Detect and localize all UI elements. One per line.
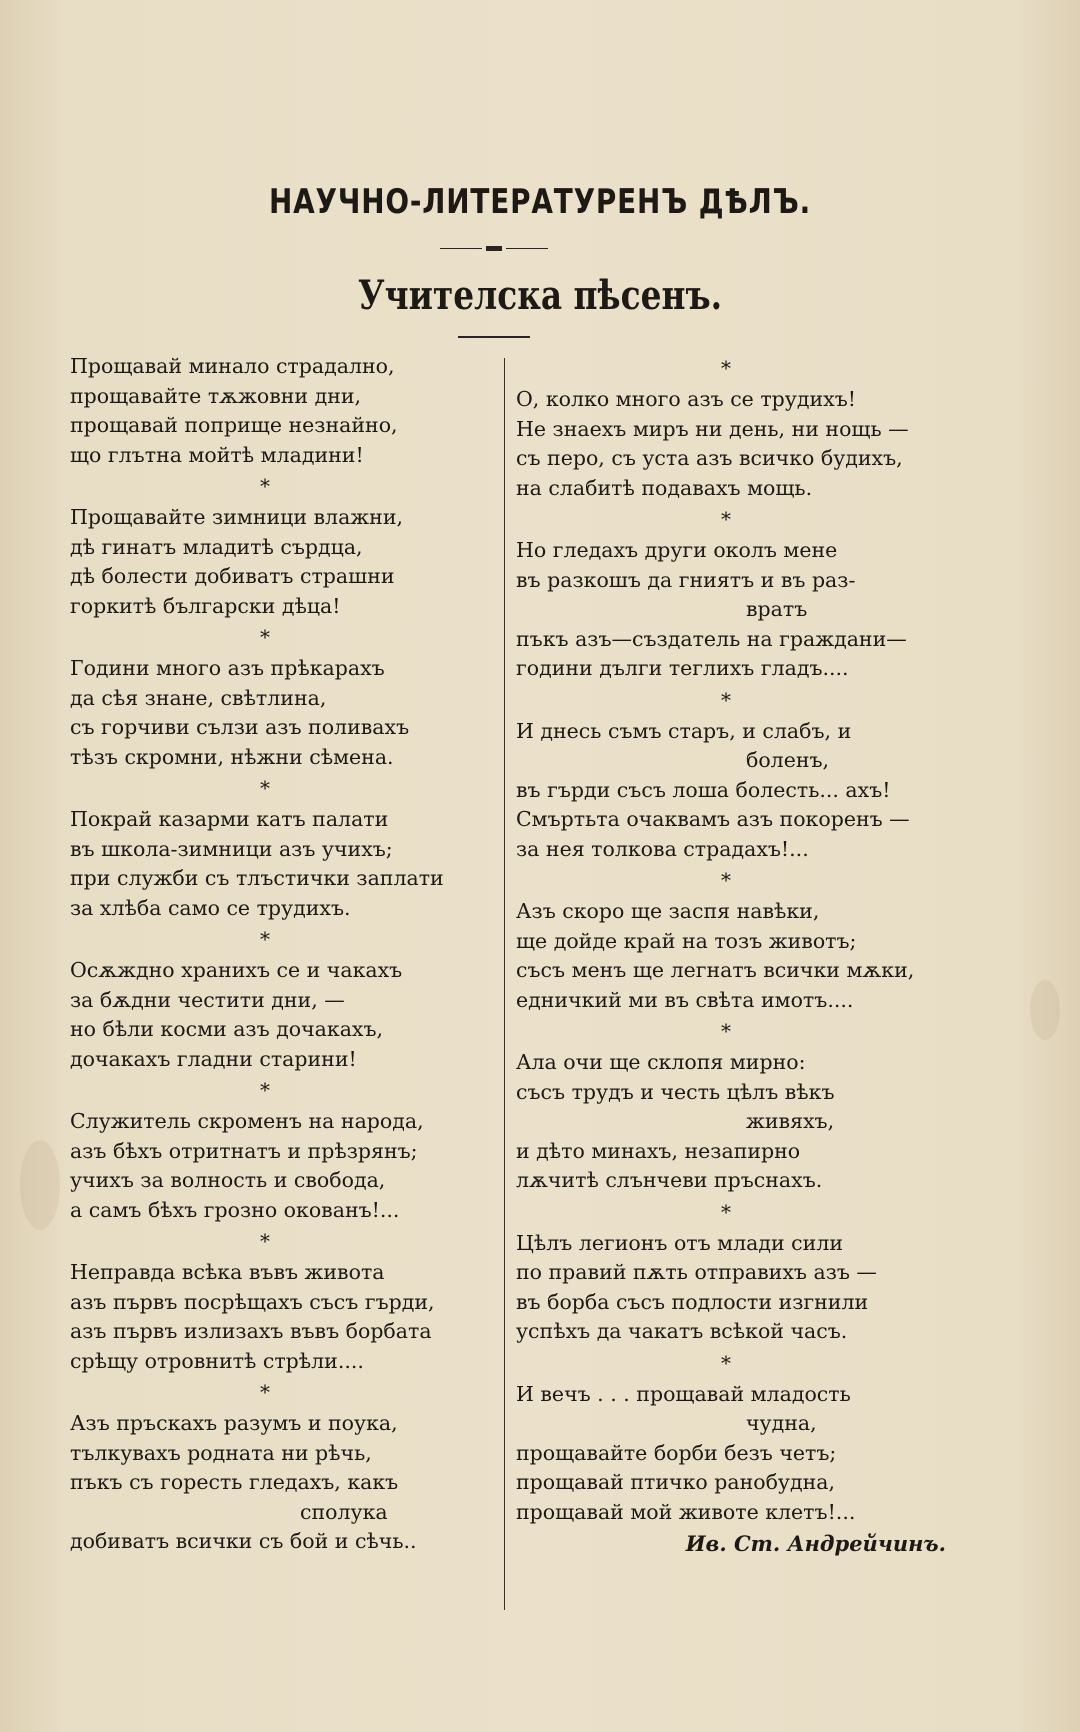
poem-line: лѫчитѣ слънчеви пръснахъ. xyxy=(516,1168,823,1192)
stanza xyxy=(516,897,946,1015)
stanza xyxy=(516,1229,946,1347)
poem-line: Осѫждно хранихъ се и чакахъ xyxy=(70,958,403,982)
poem-line: въ борба съсъ подлости изгнили xyxy=(516,1289,869,1314)
poem-line: пъкъ съ горесть гледахъ, какъ xyxy=(70,1470,399,1494)
poem-line: а самъ бѣхъ грозно окованъ!... xyxy=(70,1197,400,1222)
poem-line: но бѣли косми азъ дочакахъ, xyxy=(70,1017,384,1041)
poem-line: тълкувахъ родната ни рѣчь, xyxy=(70,1440,372,1465)
poem-line: дѣ болести добиватъ страшни xyxy=(70,564,395,588)
poem-line: тѣзъ скромни, нѣжни сѣмена. xyxy=(70,744,394,769)
poem-line: Служитель скроменъ на народа, xyxy=(70,1109,424,1133)
poem-line: въ школа-зимници азъ учихъ; xyxy=(70,836,393,861)
stanza-separator: * xyxy=(721,356,731,380)
stanza xyxy=(70,654,500,772)
poem-line: Не знаехъ миръ ни день, ни нощь — xyxy=(516,416,909,441)
poem-line: О, колко много азъ се трудихъ! xyxy=(516,387,856,411)
poem-line: сполука xyxy=(300,1499,388,1524)
poem-line: азъ бѣхъ отритнатъ и прѣзрянъ; xyxy=(70,1138,418,1163)
stanza xyxy=(516,1048,946,1196)
poem-line: срѣщу отровнитѣ стрѣли.... xyxy=(70,1348,364,1373)
poem-right-column xyxy=(516,352,946,1559)
poem-line: И днесь съмъ старъ, и слабъ, и xyxy=(516,718,852,743)
poem-line: прощавайте борби безъ четъ; xyxy=(516,1440,837,1465)
stanza-separator: * xyxy=(260,1229,270,1253)
poem-line: дочакахъ гладни старини! xyxy=(70,1046,357,1071)
poem-line: Цѣлъ легионъ отъ млади сили xyxy=(516,1230,844,1255)
poem-line: прощавай птичко ранобудна, xyxy=(516,1470,836,1494)
paper-stain xyxy=(1030,980,1060,1040)
poem-line: прощавай мой животе клетъ!... xyxy=(516,1499,856,1524)
poem-line: що глътна мойтѣ младини! xyxy=(70,442,364,467)
poem-line: съсъ трудъ и честь цѣлъ вѣкъ xyxy=(516,1079,835,1104)
poem-line: при служби съ тлъстички заплати xyxy=(70,866,444,890)
poem-line: Азъ пръскахъ разумъ и поука, xyxy=(70,1411,398,1435)
poem-line: прощавай поприще незнайно, xyxy=(70,413,398,437)
poem-line: азъ първъ излизахъ въвъ борбата xyxy=(70,1319,432,1343)
stanza xyxy=(70,1258,500,1376)
poem-line: за нея толкова страдахъ!... xyxy=(516,836,809,861)
poem-line: Но гледахъ други околъ мене xyxy=(516,538,838,562)
poem-line: живяхъ, xyxy=(746,1109,835,1133)
stanza-separator: * xyxy=(721,1350,731,1375)
poem-line: чудна, xyxy=(746,1411,817,1435)
poem-line: пъкъ азъ—създатель на граждани— xyxy=(516,626,907,651)
stanza xyxy=(70,1409,500,1557)
poem-line: прощавайте тѫжовни дни, xyxy=(70,383,362,408)
poem-line: И вечъ . . . прощавай младость xyxy=(516,1381,851,1406)
stanza xyxy=(70,503,500,621)
poem-line: въ разкошъ да гниятъ и въ раз- xyxy=(516,567,856,592)
poem-line: азъ първъ посрѣщахъ съсъ гърди, xyxy=(70,1289,435,1314)
poem-line: да сѣя знане, свѣтлина, xyxy=(70,685,327,710)
stanza xyxy=(516,536,946,684)
poem-line: и дѣто минахъ, незапирно xyxy=(516,1138,801,1163)
poem-line: Прощавайте зимници влажни, xyxy=(70,505,404,529)
poem-line: Смъртьта очаквамъ азъ покоренъ — xyxy=(516,807,910,831)
stanza-separator: * xyxy=(260,625,270,649)
poem-line: съ перо, съ уста азъ всичко будихъ, xyxy=(516,446,903,470)
poem-line: на слабитѣ подавахъ мощь. xyxy=(516,475,813,500)
poem-line: боленъ, xyxy=(746,748,830,772)
poem-line: Покрай казарми катъ палати xyxy=(70,807,389,831)
stanza-separator: * xyxy=(260,776,270,800)
title-ornament xyxy=(440,246,548,252)
poem-line: за бѫдни честити дни, — xyxy=(70,987,345,1012)
stanza-separator: * xyxy=(721,687,731,712)
poem-line: Неправда всѣка въвъ живота xyxy=(70,1260,385,1284)
stanza-separator: * xyxy=(721,507,731,531)
stanza xyxy=(516,1380,946,1528)
stanza xyxy=(70,956,500,1074)
poem-line: въ гърди съсъ лоша болесть... ахъ! xyxy=(516,777,891,802)
poem-line: едничкий ми въ свѣта имотъ.... xyxy=(516,987,854,1012)
poem-line: съсъ менъ ще легнатъ всички мѫки, xyxy=(516,958,915,982)
poem-line: вратъ xyxy=(746,597,808,621)
stanza-separator: * xyxy=(721,868,731,892)
section-title: НАУЧНО-ЛИТЕРАТУРЕНЪ ДѢЛЪ. xyxy=(268,182,812,222)
stanza-separator: * xyxy=(260,474,270,498)
author-signature: Ив. Ст. Андрейчинъ. xyxy=(685,1531,946,1556)
stanza-separator: * xyxy=(260,927,270,951)
poem-line: добиватъ всички съ бой и сѣчь.. xyxy=(70,1529,417,1553)
stanza xyxy=(70,1107,500,1225)
poem-line: години дълги теглихъ гладъ.... xyxy=(516,656,849,680)
poem-line: учихъ за волность и свобода, xyxy=(70,1168,386,1192)
poem-line: по правий пѫть отправихъ азъ — xyxy=(516,1260,877,1284)
paper-stain xyxy=(20,1140,60,1230)
title-rule xyxy=(458,336,530,338)
stanza-separator: * xyxy=(260,1078,270,1102)
poem-line: дѣ гинатъ младитѣ сърдца, xyxy=(70,534,363,559)
poem-line: ще дойде край на тозъ животъ; xyxy=(516,928,857,953)
stanza xyxy=(70,805,500,923)
stanza xyxy=(516,385,946,503)
column-divider xyxy=(504,358,505,1610)
poem-line: съ горчиви сълзи азъ поливахъ xyxy=(70,715,410,739)
stanza xyxy=(70,352,500,470)
poem-line: за хлѣба само се трудихъ. xyxy=(70,895,351,920)
stanza-separator: * xyxy=(721,1019,731,1043)
poem-line: Ала очи ще склопя мирно: xyxy=(516,1050,806,1074)
stanza-separator: * xyxy=(260,1380,270,1404)
stanza-separator: * xyxy=(721,1199,731,1224)
poem-line: Прощавай минало страдално, xyxy=(70,354,395,378)
poem-line: Години много азъ прѣкарахъ xyxy=(70,656,385,680)
stanza xyxy=(516,717,946,865)
poem-line: горкитѣ български дѣца! xyxy=(70,593,341,618)
poem-line: успѣхъ да чакатъ всѣкой часъ. xyxy=(516,1319,848,1343)
poem-line: Азъ скоро ще заспя навѣки, xyxy=(516,899,820,923)
poem-title: Учителска пѣсенъ. xyxy=(357,272,723,319)
poem-left-column xyxy=(70,352,500,1557)
